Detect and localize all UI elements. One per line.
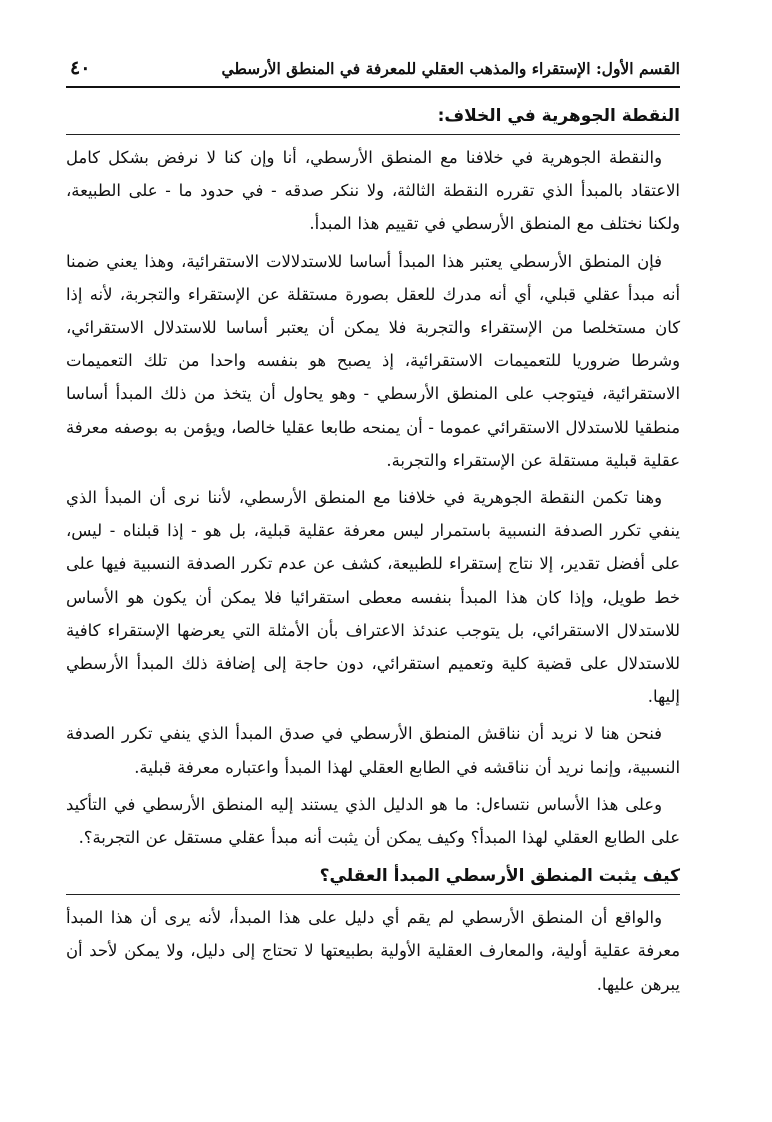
paragraph: والنقطة الجوهرية في خلافنا مع المنطق الأرسطي، أنا وإن كنا لا نرفض بشكل كامل الاعتقاد بالمبدأ الذي تقرره النقطة الثالثة، ولا ننكر صدقه - في حدود ما - على الطبيعة، ولكنا نختلف مع المنطق الأرسطي في تقييم هذا المبدأ.	[66, 148, 680, 234]
section-core-point	[66, 98, 680, 854]
running-title: القسم الأول: الإستقراء والمذهب العقلي للمعرفة في المنطق الأرسطي	[221, 58, 680, 78]
running-header	[66, 50, 680, 88]
paragraph: وعلى هذا الأساس نتساءل: ما هو الدليل الذي يستند إليه المنطق الأرسطي في التأكيد على الطابع العقلي لهذا المبدأ؟ وكيف يمكن أن يثبت أنه مبدأ عقلي مستقل عن التجربة؟.	[66, 794, 680, 848]
paragraph: وهنا تكمن النقطة الجوهرية في خلافنا مع المنطق الأرسطي، لأننا نرى أن المبدأ الذي ينفي تكرر الصدفة النسبية باستمرار ليس معرفة عقلية قبلية، بل هو - إذا قبلناه - ليس، على أفضل تقدير، إلا نتاج إستقراء للطبيعة، كشف عن عدم تكرر الصدفة النسبية فيها على خط طويل، وإذا كان هذا المبدأ بنفسه معطى استقرائيا فلا يمكن أن يكون هو الأساس للاستدلال الاستقرائي، بل يتوجب عندئذ الاعتراف بأن الأمثلة التي يعرضها الإستقراء كافية للاستدلال على قضية كلية وتعميم استقرائي، دون حاجة إلى إضافة ذلك المبدأ الأرسطي إليها.	[66, 488, 680, 707]
section-heading-text: كيف يثبت المنطق الأرسطي المبدأ العقلي؟	[319, 866, 680, 887]
document-page	[66, 50, 680, 1005]
paragraph: والواقع أن المنطق الأرسطي لم يقم أي دليل على هذا المبدأ، لأنه يرى أن هذا المبدأ معرفة عقلية أولية، والمعارف العقلية الأولية بطبيعتها لا تحتاج إلى دليل، ولا يمكن لأحد أن يبرهن عليها.	[66, 908, 680, 994]
section-proof	[66, 858, 680, 1001]
section-heading	[66, 98, 680, 134]
section-heading	[66, 858, 680, 894]
section-divider	[66, 894, 680, 895]
page-number: ٤٠	[70, 57, 91, 79]
section-heading-text: النقطة الجوهرية في الخلاف:	[437, 106, 680, 126]
paragraph: فنحن هنا لا نريد أن نناقش المنطق الأرسطي في صدق المبدأ الذي ينفي تكرر الصدفة النسبية، وإنما نريد أن نناقشه في الطابع العقلي لهذا المبدأ واعتباره معرفة قبلية.	[66, 724, 680, 777]
paragraph: فإن المنطق الأرسطي يعتبر هذا المبدأ أساسا للاستدلالات الاستقرائية، وهذا يعني ضمنا أنه مبدأ عقلي قبلي، أي أنه مدرك للعقل بصورة مستقلة عن الإستقراء والتجربة، لأنه إذا كان مستخلصا من الإستقراء والتجربة فلا يمكن أن يعتبر أساسا للاستدلال الاستقرائي، وشرطا ضروريا للتعميمات الاستقرائية، إذ يصبح هو بنفسه واحدا من تلك التعميمات الاستقرائية، فيتوجب على المنطق الأرسطي - وهو يحاول أن يتخذ من ذلك المبدأ أساسا منطقيا للاستدلال الاستقرائي عموما - أن يمنحه طابعا عقليا خالصا، ويؤمن به بوصفه معرفة عقلية قبلية مستقلة عن الإستقراء والتجربة.	[66, 251, 680, 470]
section-divider	[66, 134, 680, 135]
